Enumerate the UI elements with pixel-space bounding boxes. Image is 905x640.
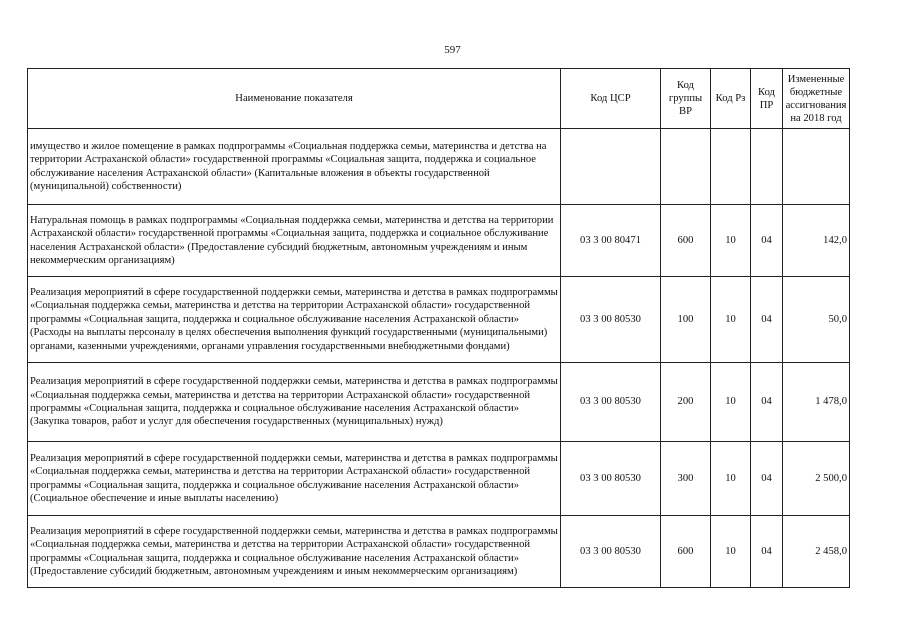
row-pr: 04 (751, 277, 783, 363)
header-amount: Измененные бюджетные ассигнования на 2018 год (783, 69, 850, 129)
header-rz: Код Рз (711, 69, 751, 129)
budget-table (27, 68, 850, 588)
row-rz (711, 129, 751, 205)
header-name: Наименование показателя (28, 69, 561, 129)
row-pr: 04 (751, 442, 783, 516)
row-csr: 03 3 00 80530 (561, 442, 661, 516)
row-name: Реализация мероприятий в сфере государственной поддержки семьи, материнства и детства в рамках подпрограммы «Социальная поддержка семьи, материнства и детства на территории Астраханской области» государственной программы «Социальная защита, поддержка и социальное обслуживание населения Астраханской области» (Закупка товаров, работ и услуг для обеспечения государственных (муниципальных) нужд) (28, 363, 561, 442)
header-pr: Код ПР (751, 69, 783, 129)
table-row (28, 516, 850, 588)
row-rz: 10 (711, 516, 751, 588)
table-row (28, 442, 850, 516)
table-row (28, 129, 850, 205)
row-name: Реализация мероприятий в сфере государственной поддержки семьи, материнства и детства в рамках подпрограммы «Социальная поддержка семьи, материнства и детства на территории Астраханской области» государственной программы «Социальная защита, поддержка и социальное обслуживание населения Астраханской области» (Расходы на выплаты персоналу в целях обеспечения выполнения функций государственными (муниципальными) органами, казенными учреждениями, органами управления государственными внебюджетными фондами) (28, 277, 561, 363)
row-amount: 2 458,0 (783, 516, 850, 588)
row-amount: 50,0 (783, 277, 850, 363)
row-name: Реализация мероприятий в сфере государственной поддержки семьи, материнства и детства в рамках подпрограммы «Социальная поддержка семьи, материнства и детства на территории Астраханской области» государственной программы «Социальная защита, поддержка и социальное обслуживание населения Астраханской области» (Предоставление субсидий бюджетным, автономным учреждениям и иным некоммерческим организациям) (28, 516, 561, 588)
row-amount: 142,0 (783, 205, 850, 277)
row-name: имущество и жилое помещение в рамках подпрограммы «Социальная поддержка семьи, материнства и детства на территории Астраханской области» государственной программы «Социальная защита, поддержка и социальное обслуживание населения Астраханской области» (Капитальные вложения в объекты государственной (муниципальной) собственности) (28, 129, 561, 205)
row-name: Реализация мероприятий в сфере государственной поддержки семьи, материнства и детства в рамках подпрограммы «Социальная поддержка семьи, материнства и детства на территории Астраханской области» государственной программы «Социальная защита, поддержка и социальное обслуживание населения Астраханской области» (Социальное обеспечение и иные выплаты населению) (28, 442, 561, 516)
row-csr: 03 3 00 80530 (561, 516, 661, 588)
table-row (28, 205, 850, 277)
row-rz: 10 (711, 277, 751, 363)
row-csr: 03 3 00 80530 (561, 277, 661, 363)
page-number: 597 (444, 44, 461, 56)
row-amount: 1 478,0 (783, 363, 850, 442)
table-row (28, 277, 850, 363)
row-pr: 04 (751, 205, 783, 277)
row-vr: 600 (661, 205, 711, 277)
row-csr: 03 3 00 80471 (561, 205, 661, 277)
row-name: Натуральная помощь в рамках подпрограммы «Социальная поддержка семьи, материнства и детства на территории Астраханской области» государственной программы «Социальная защита, поддержка и социальное обслуживание населения Астраханской области» (Предоставление субсидий бюджетным, автономным учреждениям и иным некоммерческим организациям) (28, 205, 561, 277)
row-csr: 03 3 00 80530 (561, 363, 661, 442)
row-csr (561, 129, 661, 205)
row-vr: 100 (661, 277, 711, 363)
row-amount: 2 500,0 (783, 442, 850, 516)
table-header-row (28, 69, 850, 129)
header-csr: Код ЦСР (561, 69, 661, 129)
row-rz: 10 (711, 205, 751, 277)
row-rz: 10 (711, 363, 751, 442)
row-pr: 04 (751, 363, 783, 442)
row-vr: 300 (661, 442, 711, 516)
row-pr (751, 129, 783, 205)
row-vr: 200 (661, 363, 711, 442)
row-rz: 10 (711, 442, 751, 516)
table-row (28, 363, 850, 442)
row-vr (661, 129, 711, 205)
row-pr: 04 (751, 516, 783, 588)
header-vr: Код группы ВР (661, 69, 711, 129)
row-amount (783, 129, 850, 205)
row-vr: 600 (661, 516, 711, 588)
